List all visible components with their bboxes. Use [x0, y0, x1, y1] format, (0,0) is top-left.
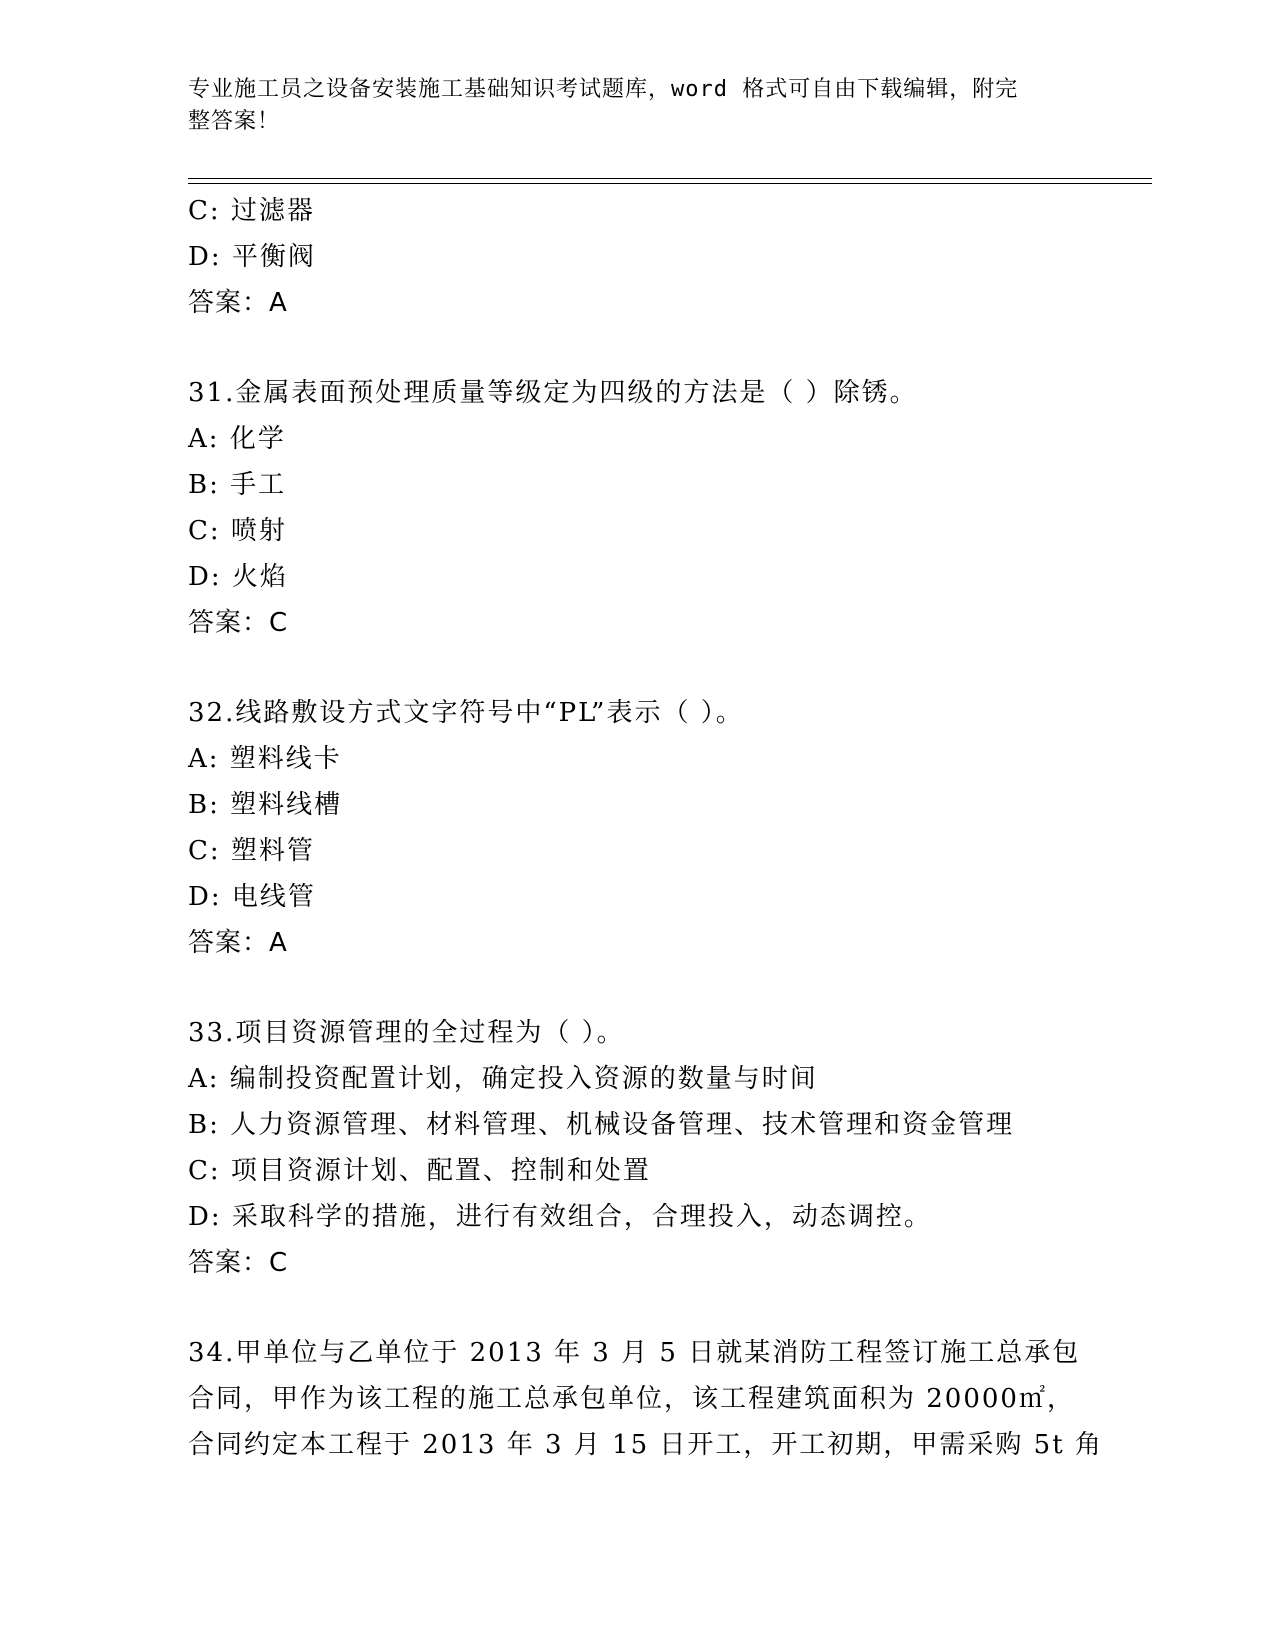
previous-question-tail	[188, 188, 1148, 326]
question-31	[188, 370, 1148, 646]
option-a: A: 化学	[188, 424, 286, 454]
spacer	[188, 966, 1148, 1010]
header-rule-top	[188, 178, 1152, 179]
document-header	[188, 74, 1068, 138]
answer-line: 答案：C	[188, 608, 289, 638]
header-line-1: 专业施工员之设备安装施工基础知识考试题库，word 格式可自由下载编辑，附完	[188, 77, 1019, 102]
option-d: D: 采取科学的措施，进行有效组合，合理投入，动态调控。	[188, 1202, 932, 1232]
question-paragraph-line: 34.甲单位与乙单位于 2013 年 3 月 5 日就某消防工程签订施工总承包	[188, 1338, 1081, 1368]
option-d: D: 火焰	[188, 562, 288, 592]
answer-line: 答案：A	[188, 288, 288, 318]
option-c: C: 喷射	[188, 516, 287, 546]
option-c: C: 塑料管	[188, 836, 315, 866]
question-34	[188, 1330, 1148, 1468]
question-stem: 33.项目资源管理的全过程为（ ）。	[188, 1018, 625, 1048]
spacer	[188, 326, 1148, 370]
spacer	[188, 1286, 1148, 1330]
question-32	[188, 690, 1148, 966]
option-b: B: 手工	[188, 470, 287, 500]
answer-line: 答案：A	[188, 928, 288, 958]
answer-line: 答案：C	[188, 1248, 289, 1278]
question-33	[188, 1010, 1148, 1286]
option-c: C: 过滤器	[188, 196, 315, 226]
question-stem: 32.线路敷设方式文字符号中“PL”表示（ ）。	[188, 698, 744, 728]
header-line-2: 整答案！	[188, 109, 281, 134]
question-stem: 31.金属表面预处理质量等级定为四级的方法是（ ）除锈。	[188, 378, 918, 408]
option-c: C: 项目资源计划、配置、控制和处置	[188, 1156, 651, 1186]
header-rule-bottom	[188, 183, 1152, 184]
question-paragraph-line: 合同，甲作为该工程的施工总承包单位，该工程建筑面积为 20000㎡，	[188, 1384, 1075, 1414]
document-body	[188, 188, 1148, 1468]
option-b: B: 人力资源管理、材料管理、机械设备管理、技术管理和资金管理	[188, 1110, 1015, 1140]
option-d: D: 平衡阀	[188, 242, 316, 272]
option-d: D: 电线管	[188, 882, 316, 912]
question-paragraph-line: 合同约定本工程于 2013 年 3 月 15 日开工，开工初期，甲需采购 5t 角	[188, 1430, 1103, 1460]
option-a: A: 塑料线卡	[188, 744, 342, 774]
option-b: B: 塑料线槽	[188, 790, 343, 820]
option-a: A: 编制投资配置计划，确定投入资源的数量与时间	[188, 1064, 818, 1094]
spacer	[188, 646, 1148, 690]
